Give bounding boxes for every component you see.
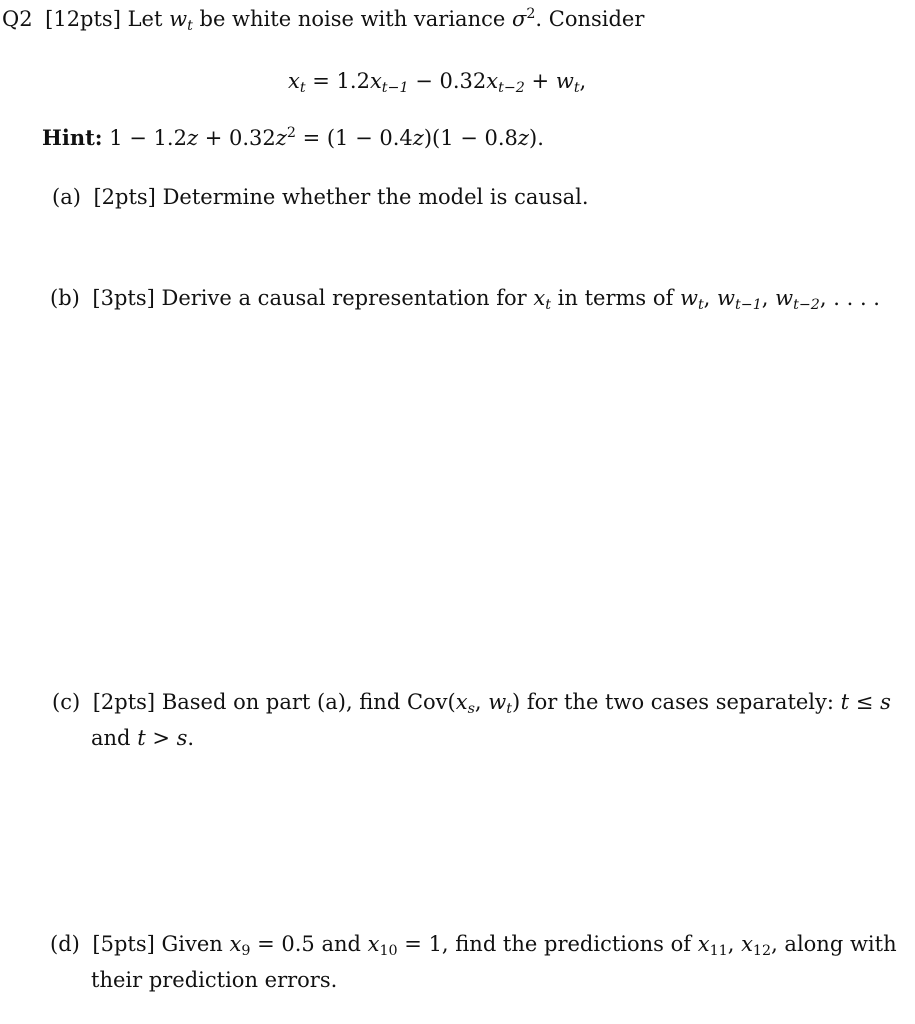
- math-sub: t: [187, 17, 193, 34]
- math-sub: 10: [379, 942, 398, 959]
- math-punct: ,: [727, 932, 742, 956]
- math-w: w: [555, 69, 574, 93]
- question-points: [12pts]: [45, 7, 121, 31]
- part-c-label: (c): [52, 690, 81, 714]
- math-w: w: [679, 286, 698, 310]
- part-c-points: [2pts]: [92, 690, 156, 714]
- model-equation: [288, 69, 587, 96]
- part-a-label: (a): [52, 185, 81, 209]
- part-c-text-1: Based on part (a), find Cov(: [161, 690, 456, 714]
- math-x: x: [533, 286, 546, 310]
- math-text: ).: [529, 126, 544, 150]
- math-text: 1 − 1.2: [109, 126, 187, 150]
- math-sub: t−1: [735, 296, 762, 313]
- part-b-text-1: Derive a causal representation for: [161, 286, 527, 310]
- math-sup: 2: [286, 125, 296, 142]
- question-intro-2: be white noise with variance: [199, 7, 506, 31]
- math-w: w: [169, 7, 188, 31]
- part-b: (b) [3pts] Derive a causal representation for xt in terms of wt, wt−1, wt−2, . . . .: [50, 286, 880, 313]
- math-punct: ,: [474, 690, 489, 714]
- part-c-text-2: ) for the two cases separately:: [511, 690, 834, 714]
- math-x: x: [455, 690, 468, 714]
- hint-label: Hint:: [42, 125, 103, 150]
- hint-line: [42, 126, 544, 150]
- math-t: t: [137, 726, 146, 750]
- math-sub: 11: [709, 942, 728, 959]
- math-x: x: [697, 932, 710, 956]
- math-sub: 12: [752, 942, 772, 959]
- math-w: w: [775, 286, 794, 310]
- part-c: [52, 690, 891, 717]
- math-z: z: [412, 126, 424, 150]
- part-d-text-1: Given: [161, 932, 223, 956]
- math-sub: t: [545, 296, 551, 313]
- math-w: w: [488, 690, 507, 714]
- math-eq: =: [305, 69, 337, 93]
- math-text: = (1 − 0.4: [295, 126, 413, 150]
- math-punct: ,: [579, 69, 587, 93]
- part-c-and: and: [91, 726, 131, 750]
- math-coef: 0.32: [439, 69, 487, 93]
- math-x: x: [741, 932, 753, 956]
- math-sub: t: [299, 79, 306, 96]
- math-w: w: [717, 286, 736, 310]
- part-a-text: Determine whether the model is causal.: [162, 185, 589, 209]
- part-a-points: [2pts]: [93, 185, 156, 209]
- math-sub: t−2: [498, 79, 525, 96]
- math-sigma: σ: [511, 7, 527, 31]
- math-sub: 9: [241, 942, 251, 959]
- math-x: x: [367, 932, 380, 956]
- part-c-line-2: [91, 727, 194, 750]
- part-a: [52, 186, 589, 209]
- math-sub: t: [506, 700, 512, 717]
- part-d-text-3: their prediction errors.: [91, 968, 338, 992]
- math-x: x: [486, 69, 499, 93]
- part-d-points: [5pts]: [92, 932, 155, 956]
- question-number: Q2: [2, 7, 33, 31]
- math-z: z: [275, 126, 287, 150]
- math-op: −: [408, 69, 440, 93]
- question-intro-3: . Consider: [535, 7, 645, 31]
- question-intro-1: Let: [127, 7, 163, 31]
- question-header: [2, 6, 645, 34]
- math-op: >: [145, 726, 177, 750]
- math-sub: t−2: [793, 296, 820, 313]
- math-t: t: [840, 690, 850, 714]
- part-b-points: [3pts]: [92, 286, 155, 310]
- math-text: + 0.32: [198, 126, 276, 150]
- math-s: s: [880, 690, 891, 714]
- part-d-line-2: [91, 969, 337, 992]
- math-x: x: [288, 69, 300, 93]
- math-sup: 2: [526, 6, 536, 23]
- math-text: = 1, find the predictions of: [397, 932, 692, 956]
- part-d: [50, 932, 897, 959]
- math-text: = 0.5 and: [250, 932, 361, 956]
- math-z: z: [186, 126, 199, 150]
- math-coef: 1.2: [336, 69, 370, 93]
- math-op: ≤: [849, 690, 881, 714]
- math-sub: t: [697, 296, 704, 313]
- part-d-text-2: , along with: [771, 932, 897, 956]
- part-b-text-2: in terms of: [557, 286, 674, 310]
- math-sub: t: [573, 79, 580, 96]
- math-x: x: [369, 69, 382, 93]
- math-punct: .: [187, 726, 195, 750]
- math-text: )(1 − 0.8: [423, 126, 518, 150]
- math-sub: t−1: [381, 79, 409, 96]
- math-s: s: [176, 726, 188, 750]
- part-d-label: (d): [50, 932, 80, 956]
- math-punct: , . . . .: [819, 286, 880, 310]
- part-b-label: (b): [50, 286, 80, 310]
- math-sub: s: [467, 700, 475, 717]
- math-x: x: [229, 932, 242, 956]
- math-z: z: [517, 126, 529, 150]
- math-op: +: [524, 69, 556, 93]
